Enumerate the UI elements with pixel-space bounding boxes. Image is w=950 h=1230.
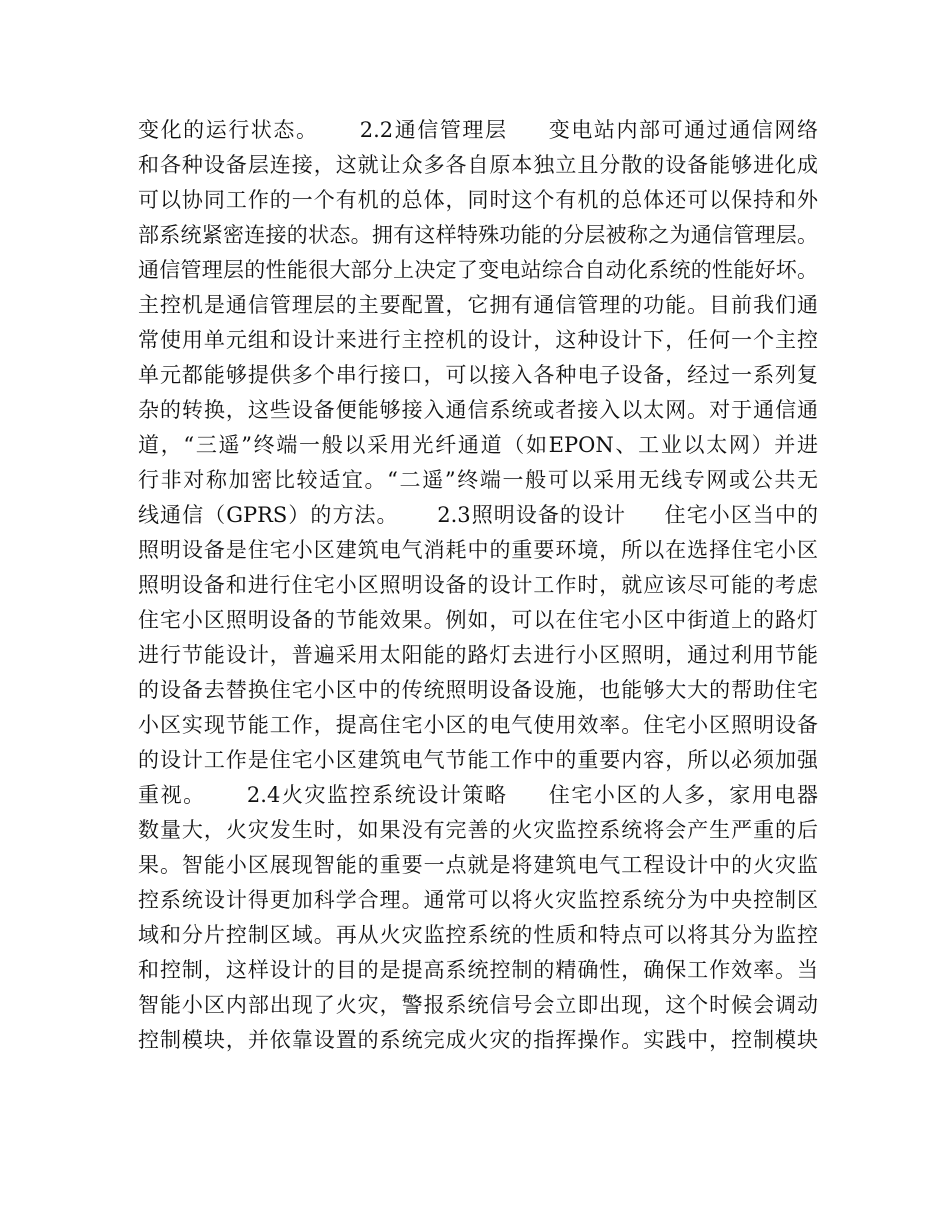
text-line: 控系统设计得更加科学合理。通常可以将火灾监控系统分为中央控制区 [138, 888, 818, 912]
text-line: 行非对称加密比较适宜。“二遥”终端一般可以采用无线专网或公共无 [138, 468, 818, 492]
body-text [138, 113, 818, 1058]
text-line: 部系统紧密连接的状态。拥有这样特殊功能的分层被称之为通信管理层。 [138, 223, 818, 247]
text-line: 单元都能够提供多个串行接口，可以接入各种电子设备，经过一系列复 [138, 363, 818, 387]
text-line: 控制模块，并依靠设置的系统完成火灾的指挥操作。实践中，控制模块 [138, 1028, 818, 1052]
text-line: 可以协同工作的一个有机的总体，同时这个有机的总体还可以保持和外 [138, 188, 818, 212]
text-line: 住宅小区照明设备的节能效果。例如，可以在住宅小区中街道上的路灯 [138, 608, 818, 632]
text-line: 变化的运行状态。 2.2通信管理层 变电站内部可通过通信网络 [138, 118, 818, 142]
text-line: 道，“三遥”终端一般以采用光纤通道（如EPON、工业以太网）并进 [138, 433, 818, 457]
text-line: 主控机是通信管理层的主要配置，它拥有通信管理的功能。目前我们通 [138, 293, 818, 317]
text-line: 域和分片控制区域。再从火灾监控系统的性质和特点可以将其分为监控 [138, 923, 818, 947]
text-line: 线通信（GPRS）的方法。 2.3照明设备的设计 住宅小区当中的 [138, 503, 818, 527]
text-line: 的设备去替换住宅小区中的传统照明设备设施，也能够大大的帮助住宅 [138, 678, 818, 702]
text-line: 重视。 2.4火灾监控系统设计策略 住宅小区的人多，家用电器 [138, 783, 818, 807]
text-line: 智能小区内部出现了火灾，警报系统信号会立即出现，这个时候会调动 [138, 993, 818, 1017]
text-line: 照明设备是住宅小区建筑电气消耗中的重要环境，所以在选择住宅小区 [138, 538, 818, 562]
text-line: 数量大，火灾发生时，如果没有完善的火灾监控系统将会产生严重的后 [138, 818, 818, 842]
text-line: 照明设备和进行住宅小区照明设备的设计工作时，就应该尽可能的考虑 [138, 573, 818, 597]
text-line: 小区实现节能工作，提高住宅小区的电气使用效率。住宅小区照明设备 [138, 713, 818, 737]
text-line: 的设计工作是住宅小区建筑电气节能工作中的重要内容，所以必须加强 [138, 748, 818, 772]
text-line: 常使用单元组和设计来进行主控机的设计，这种设计下，任何一个主控 [138, 328, 818, 352]
text-line: 进行节能设计，普遍采用太阳能的路灯去进行小区照明，通过利用节能 [138, 643, 818, 667]
text-line: 通信管理层的性能很大部分上决定了变电站综合自动化系统的性能好坏。 [138, 258, 818, 282]
text-line: 杂的转换，这些设备便能够接入通信系统或者接入以太网。对于通信通 [138, 398, 818, 422]
text-line: 和控制，这样设计的目的是提高系统控制的精确性，确保工作效率。当 [138, 958, 818, 982]
text-line: 果。智能小区展现智能的重要一点就是将建筑电气工程设计中的火灾监 [138, 853, 818, 877]
text-line: 和各种设备层连接，这就让众多各自原本独立且分散的设备能够进化成 [138, 153, 818, 177]
